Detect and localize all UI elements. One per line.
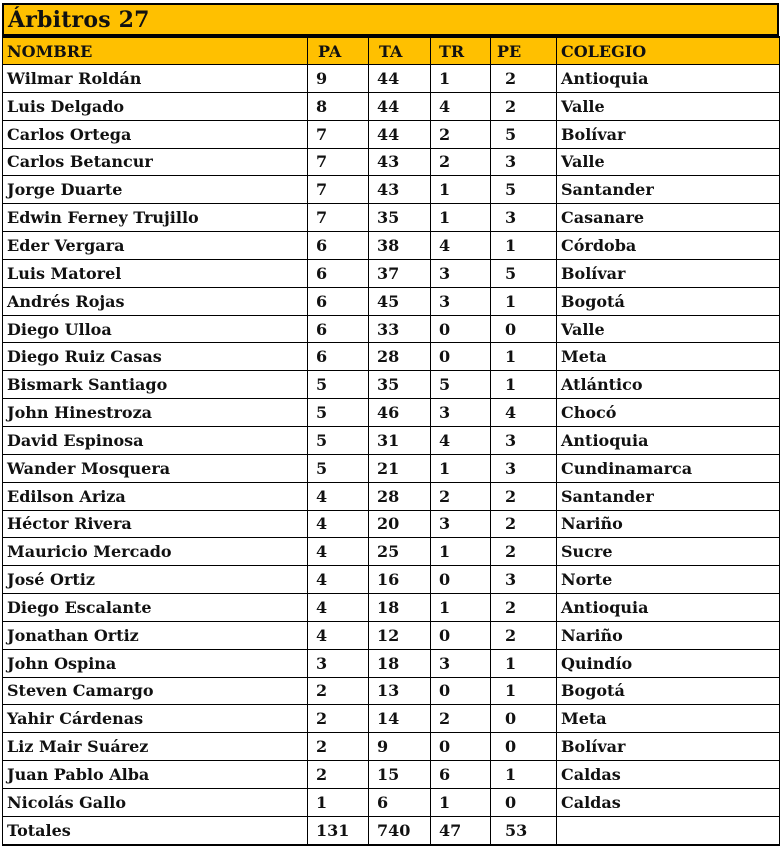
cell-pe: 1 — [491, 371, 557, 399]
cell-colegio: Bogotá — [557, 677, 780, 705]
cell-nombre: Diego Ulloa — [3, 315, 308, 343]
cell-pa: 4 — [308, 594, 369, 622]
cell-colegio: Quindío — [557, 649, 780, 677]
cell-nombre: David Espinosa — [3, 426, 308, 454]
cell-colegio: Bogotá — [557, 287, 780, 315]
column-header-tr: TR — [431, 37, 491, 65]
cell-tr: 0 — [431, 733, 491, 761]
column-header-pa: PA — [308, 37, 369, 65]
cell-pa: 6 — [308, 232, 369, 260]
cell-ta: 35 — [369, 204, 431, 232]
table-row — [3, 621, 780, 649]
cell-ta: 15 — [369, 761, 431, 789]
cell-pe: 0 — [491, 705, 557, 733]
cell-colegio: Cundinamarca — [557, 454, 780, 482]
cell-nombre: Luis Delgado — [3, 92, 308, 120]
cell-colegio: Bolívar — [557, 120, 780, 148]
cell-pa: 7 — [308, 176, 369, 204]
cell-nombre: Wilmar Roldán — [3, 65, 308, 93]
cell-pa: 6 — [308, 343, 369, 371]
cell-pe: 2 — [491, 594, 557, 622]
cell-pa: 2 — [308, 733, 369, 761]
cell-nombre: Mauricio Mercado — [3, 538, 308, 566]
table-row — [3, 649, 780, 677]
cell-colegio: Valle — [557, 92, 780, 120]
cell-tr: 3 — [431, 510, 491, 538]
table-row — [3, 176, 780, 204]
cell-ta: 44 — [369, 92, 431, 120]
cell-colegio: Valle — [557, 148, 780, 176]
table-row — [3, 204, 780, 232]
cell-nombre: Nicolás Gallo — [3, 788, 308, 816]
cell-pe: 1 — [491, 343, 557, 371]
cell-colegio: Casanare — [557, 204, 780, 232]
cell-nombre: Carlos Ortega — [3, 120, 308, 148]
table-row — [3, 315, 780, 343]
cell-nombre: John Ospina — [3, 649, 308, 677]
cell-ta: 18 — [369, 594, 431, 622]
cell-ta: 44 — [369, 65, 431, 93]
cell-ta: 33 — [369, 315, 431, 343]
cell-nombre: Jorge Duarte — [3, 176, 308, 204]
cell-ta: 37 — [369, 259, 431, 287]
cell-colegio: Nariño — [557, 621, 780, 649]
column-header-ta: TA — [369, 37, 431, 65]
cell-nombre: Diego Escalante — [3, 594, 308, 622]
cell-nombre: Juan Pablo Alba — [3, 761, 308, 789]
cell-colegio: Sucre — [557, 538, 780, 566]
totals-cell-tr: 47 — [431, 816, 491, 844]
cell-pa: 1 — [308, 788, 369, 816]
cell-pa: 4 — [308, 538, 369, 566]
table-row — [3, 287, 780, 315]
cell-colegio: Meta — [557, 343, 780, 371]
cell-tr: 2 — [431, 705, 491, 733]
table-row — [3, 454, 780, 482]
cell-nombre: Diego Ruiz Casas — [3, 343, 308, 371]
cell-pe: 1 — [491, 677, 557, 705]
cell-ta: 20 — [369, 510, 431, 538]
cell-colegio: Córdoba — [557, 232, 780, 260]
cell-pa: 2 — [308, 677, 369, 705]
cell-pe: 5 — [491, 259, 557, 287]
cell-pa: 5 — [308, 371, 369, 399]
cell-pe: 0 — [491, 315, 557, 343]
cell-tr: 2 — [431, 482, 491, 510]
cell-ta: 9 — [369, 733, 431, 761]
cell-colegio: Norte — [557, 566, 780, 594]
cell-pe: 2 — [491, 538, 557, 566]
table-row — [3, 120, 780, 148]
table-row — [3, 92, 780, 120]
cell-tr: 4 — [431, 232, 491, 260]
cell-pa: 4 — [308, 566, 369, 594]
cell-pe: 2 — [491, 482, 557, 510]
cell-tr: 1 — [431, 65, 491, 93]
cell-pa: 6 — [308, 259, 369, 287]
table-row — [3, 761, 780, 789]
cell-colegio: Antioquia — [557, 594, 780, 622]
table-row — [3, 399, 780, 427]
table-row — [3, 510, 780, 538]
cell-nombre: Carlos Betancur — [3, 148, 308, 176]
cell-colegio: Santander — [557, 482, 780, 510]
table-row — [3, 232, 780, 260]
cell-tr: 1 — [431, 594, 491, 622]
cell-nombre: Steven Camargo — [3, 677, 308, 705]
cell-tr: 3 — [431, 649, 491, 677]
cell-colegio: Atlántico — [557, 371, 780, 399]
cell-nombre: Edwin Ferney Trujillo — [3, 204, 308, 232]
cell-nombre: Liz Mair Suárez — [3, 733, 308, 761]
cell-tr: 4 — [431, 92, 491, 120]
cell-pe: 3 — [491, 426, 557, 454]
cell-ta: 16 — [369, 566, 431, 594]
cell-nombre: Bismark Santiago — [3, 371, 308, 399]
totals-cell-nombre: Totales — [3, 816, 308, 844]
column-header-nombre: NOMBRE — [3, 37, 308, 65]
cell-ta: 31 — [369, 426, 431, 454]
table-row — [3, 705, 780, 733]
cell-nombre: Andrés Rojas — [3, 287, 308, 315]
cell-nombre: John Hinestroza — [3, 399, 308, 427]
cell-nombre: Héctor Rivera — [3, 510, 308, 538]
totals-row — [3, 816, 780, 844]
cell-tr: 3 — [431, 259, 491, 287]
cell-pe: 1 — [491, 761, 557, 789]
cell-ta: 44 — [369, 120, 431, 148]
cell-nombre: Yahir Cárdenas — [3, 705, 308, 733]
cell-pe: 3 — [491, 148, 557, 176]
cell-pa: 5 — [308, 454, 369, 482]
cell-colegio: Chocó — [557, 399, 780, 427]
cell-pa: 9 — [308, 65, 369, 93]
cell-pa: 7 — [308, 120, 369, 148]
table-row — [3, 65, 780, 93]
cell-pe: 2 — [491, 92, 557, 120]
totals-cell-colegio — [557, 816, 780, 844]
cell-pa: 7 — [308, 204, 369, 232]
table-row — [3, 426, 780, 454]
cell-colegio: Antioquia — [557, 426, 780, 454]
cell-pe: 0 — [491, 788, 557, 816]
column-header-colegio: COLEGIO — [557, 37, 780, 65]
table-row — [3, 343, 780, 371]
cell-pe: 3 — [491, 204, 557, 232]
cell-pa: 7 — [308, 148, 369, 176]
cell-nombre: Edilson Ariza — [3, 482, 308, 510]
table-row — [3, 538, 780, 566]
cell-pe: 5 — [491, 176, 557, 204]
table-row — [3, 259, 780, 287]
cell-ta: 35 — [369, 371, 431, 399]
cell-nombre: Luis Matorel — [3, 259, 308, 287]
totals-cell-pe: 53 — [491, 816, 557, 844]
cell-colegio: Santander — [557, 176, 780, 204]
cell-nombre: Eder Vergara — [3, 232, 308, 260]
cell-ta: 6 — [369, 788, 431, 816]
cell-nombre: Jonathan Ortiz — [3, 621, 308, 649]
cell-ta: 45 — [369, 287, 431, 315]
table-row — [3, 677, 780, 705]
cell-pe: 3 — [491, 566, 557, 594]
table-row — [3, 482, 780, 510]
table-row — [3, 566, 780, 594]
cell-nombre: José Ortiz — [3, 566, 308, 594]
cell-tr: 2 — [431, 148, 491, 176]
totals-cell-pa: 131 — [308, 816, 369, 844]
table-header-row — [3, 37, 780, 65]
cell-tr: 1 — [431, 788, 491, 816]
cell-pa: 6 — [308, 315, 369, 343]
cell-tr: 0 — [431, 315, 491, 343]
cell-pe: 4 — [491, 399, 557, 427]
cell-colegio: Meta — [557, 705, 780, 733]
cell-pa: 2 — [308, 705, 369, 733]
cell-colegio: Nariño — [557, 510, 780, 538]
cell-tr: 6 — [431, 761, 491, 789]
cell-ta: 43 — [369, 148, 431, 176]
table-row — [3, 594, 780, 622]
totals-cell-ta: 740 — [369, 816, 431, 844]
cell-pa: 3 — [308, 649, 369, 677]
cell-tr: 1 — [431, 454, 491, 482]
cell-tr: 1 — [431, 538, 491, 566]
cell-colegio: Bolívar — [557, 259, 780, 287]
cell-nombre: Wander Mosquera — [3, 454, 308, 482]
cell-pe: 0 — [491, 733, 557, 761]
cell-pe: 3 — [491, 454, 557, 482]
table-body — [3, 65, 780, 845]
cell-tr: 0 — [431, 566, 491, 594]
cell-ta: 28 — [369, 482, 431, 510]
cell-pa: 4 — [308, 482, 369, 510]
sheet-title: Árbitros 27 — [2, 3, 779, 36]
cell-pe: 2 — [491, 510, 557, 538]
cell-ta: 28 — [369, 343, 431, 371]
table-row — [3, 733, 780, 761]
cell-ta: 25 — [369, 538, 431, 566]
cell-tr: 4 — [431, 426, 491, 454]
cell-tr: 0 — [431, 343, 491, 371]
cell-tr: 1 — [431, 176, 491, 204]
cell-tr: 3 — [431, 399, 491, 427]
cell-tr: 2 — [431, 120, 491, 148]
cell-ta: 43 — [369, 176, 431, 204]
cell-tr: 1 — [431, 204, 491, 232]
cell-tr: 3 — [431, 287, 491, 315]
cell-ta: 38 — [369, 232, 431, 260]
cell-pa: 8 — [308, 92, 369, 120]
cell-colegio: Caldas — [557, 761, 780, 789]
cell-pe: 1 — [491, 649, 557, 677]
referees-sheet — [2, 3, 779, 846]
cell-pa: 6 — [308, 287, 369, 315]
cell-colegio: Valle — [557, 315, 780, 343]
cell-pe: 1 — [491, 232, 557, 260]
cell-pa: 4 — [308, 621, 369, 649]
cell-ta: 21 — [369, 454, 431, 482]
cell-colegio: Antioquia — [557, 65, 780, 93]
table-row — [3, 371, 780, 399]
cell-pa: 5 — [308, 399, 369, 427]
cell-tr: 0 — [431, 621, 491, 649]
cell-ta: 13 — [369, 677, 431, 705]
cell-pa: 2 — [308, 761, 369, 789]
referees-table — [2, 36, 780, 846]
table-row — [3, 788, 780, 816]
cell-ta: 12 — [369, 621, 431, 649]
cell-colegio: Caldas — [557, 788, 780, 816]
cell-pe: 2 — [491, 621, 557, 649]
cell-pa: 4 — [308, 510, 369, 538]
cell-tr: 5 — [431, 371, 491, 399]
cell-ta: 18 — [369, 649, 431, 677]
cell-ta: 46 — [369, 399, 431, 427]
cell-pe: 1 — [491, 287, 557, 315]
cell-pe: 5 — [491, 120, 557, 148]
cell-colegio: Bolívar — [557, 733, 780, 761]
table-row — [3, 148, 780, 176]
cell-pa: 5 — [308, 426, 369, 454]
cell-pe: 2 — [491, 65, 557, 93]
cell-ta: 14 — [369, 705, 431, 733]
column-header-pe: PE — [491, 37, 557, 65]
cell-tr: 0 — [431, 677, 491, 705]
